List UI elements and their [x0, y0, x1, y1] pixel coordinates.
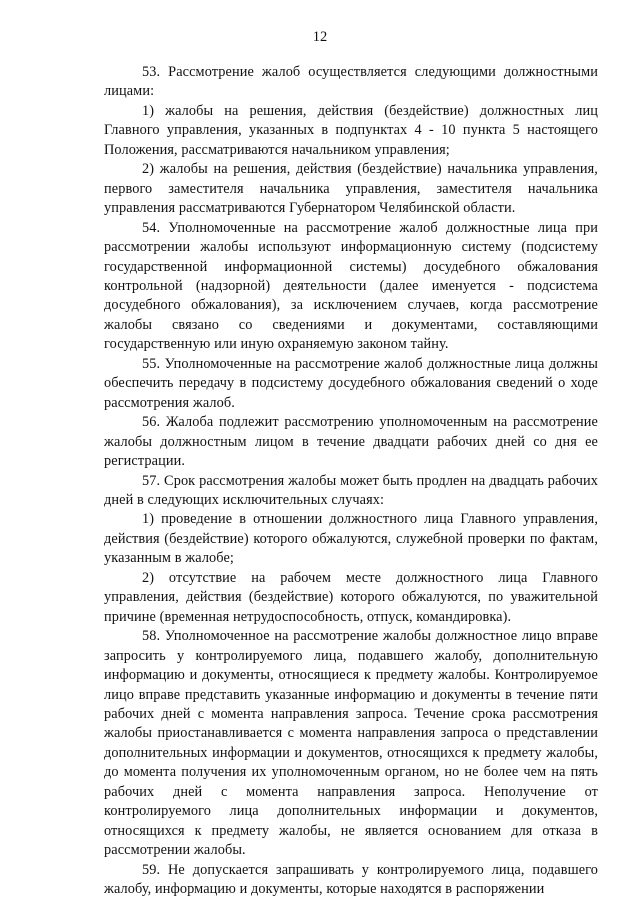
document-body	[104, 63, 598, 899]
paragraph-53-item-2: 2) жалобы на решения, действия (бездействие) начальника управления, первого заместителя начальника управления, заместителя начальника управления рассматриваются Губернатором Челябинской области.	[104, 161, 598, 217]
paragraph-57: 57. Срок рассмотрения жалобы может быть продлен на двадцать рабочих дней в следующих исключительных случаях:	[104, 472, 598, 508]
paragraph-54: 54. Уполномоченные на рассмотрение жалоб должностные лица при рассмотрении жалобы используют информационную систему (подсистему государственной информационной системы) досудебного обжалования контрольной (надзорной) деятельности (далее именуется - подсистема досудебного обжалования), за исключением случаев, когда рассмотрение жалобы связано со сведениями и документами, составляющими государственную или иную охраняемую законом тайну.	[104, 219, 598, 353]
paragraph-58: 58. Уполномоченное на рассмотрение жалобы должностное лицо вправе запросить у контролируемого лица, подавшего жалобу, дополнительную информацию и документы, относящиеся к предмету жалобы. Контролируемое лицо вправе представить указанные информацию и документы в течение пяти рабочих дней с момента направления запроса. Течение срока рассмотрения жалобы приостанавливается с момента направления запроса о представлении дополнительных информации и документов, относящихся к предмету жалобы, до момента получения их уполномоченным органом, но не более чем на пять рабочих дней с момента направления запроса. Неполучение от контролируемого лица дополнительных информации и документов, относящихся к предмету жалобы, не является основанием для отказа в рассмотрении жалобы.	[104, 628, 598, 859]
paragraph-53: 53. Рассмотрение жалоб осуществляется следующими должностными лицами:	[104, 64, 598, 100]
paragraph-55: 55. Уполномоченные на рассмотрение жалоб должностные лица должны обеспечить передачу в подсистему досудебного обжалования сведений о ходе рассмотрения жалоб.	[104, 355, 598, 411]
paragraph-56: 56. Жалоба подлежит рассмотрению уполномоченным на рассмотрение жалобы должностным лицом в течение двадцати рабочих дней со дня ее регистрации.	[104, 414, 598, 470]
page-number: 12	[312, 29, 328, 45]
paragraph-57-item-2: 2) отсутствие на рабочем месте должностного лица Главного управления, действия (бездействие) которого обжалуются, по уважительной причине (временная нетрудоспособность, отпуск, командировка).	[104, 569, 598, 625]
paragraph-57-item-1: 1) проведение в отношении должностного лица Главного управления, действия (бездействие) которого обжалуются, служебной проверки по фактам, указанным в жалобе;	[104, 511, 598, 567]
paragraph-53-item-1: 1) жалобы на решения, действия (бездействие) должностных лиц Главного управления, указанных в подпунктах 4 - 10 пункта 5 настоящего Положения, рассматриваются начальником управления;	[104, 102, 598, 158]
paragraph-59: 59. Не допускается запрашивать у контролируемого лица, подавшего жалобу, информацию и документы, которые находятся в распоряжении	[104, 861, 598, 898]
